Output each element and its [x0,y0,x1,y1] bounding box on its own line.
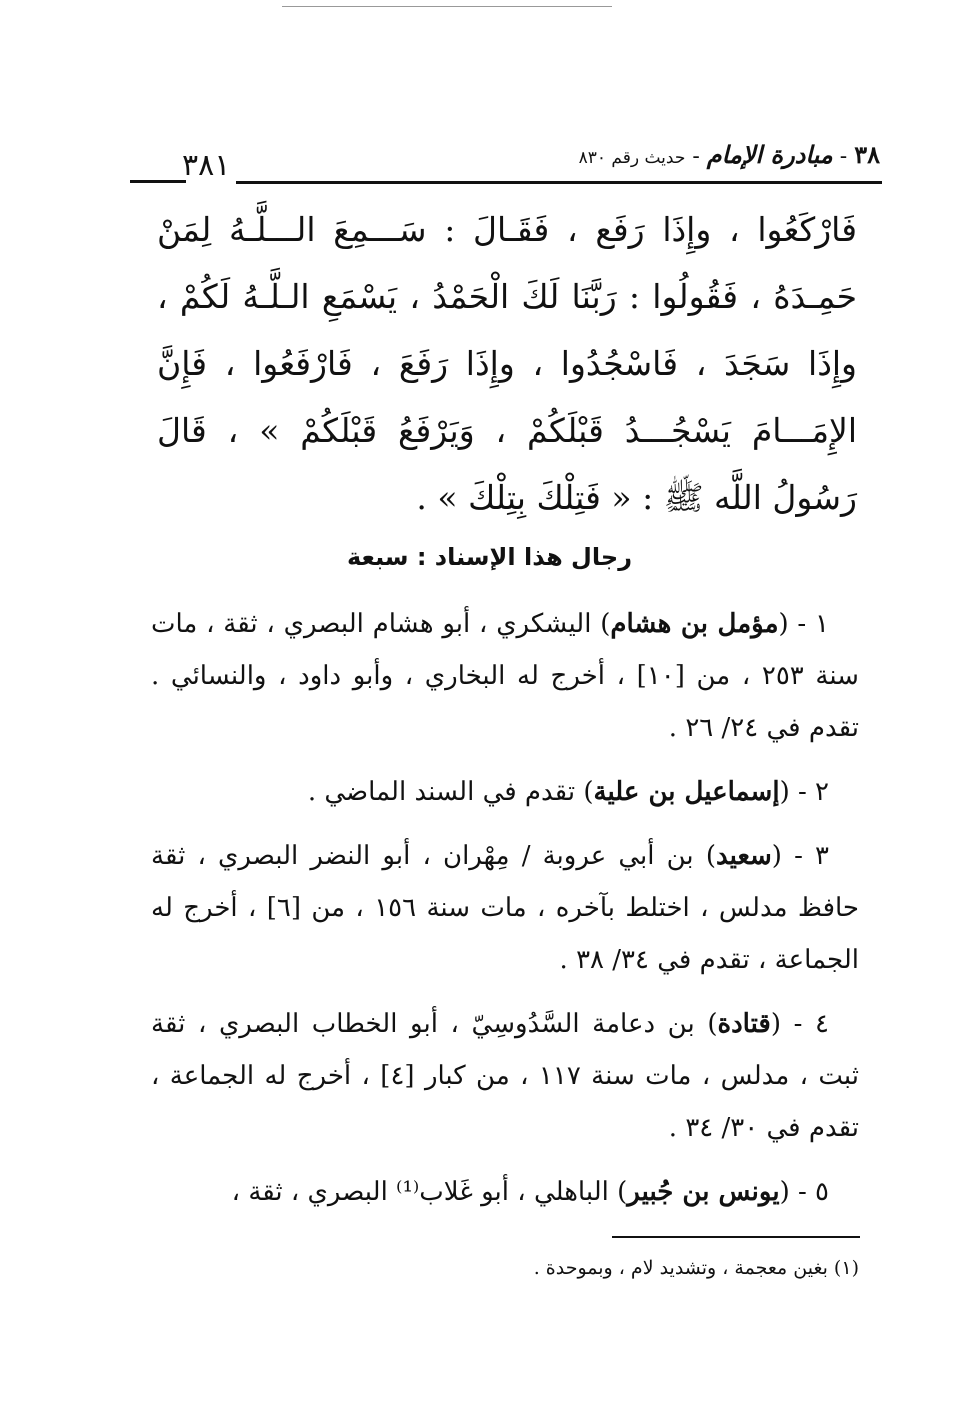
narrator-bracket: ) [705,841,716,871]
narrator-entry [151,766,859,818]
narrator-bracket: ) [707,1009,718,1039]
title-separator-2: - [692,144,700,169]
chapter-title: مبادرة الإمام [706,140,833,169]
page-number-underline [130,180,186,183]
narrator-bracket: ) [617,1177,628,1207]
narrator-details: الباهلي ، أبو غَلاب⁽¹⁾ البصري ، ثقة ، [231,1177,618,1207]
narrator-number: ١ - ( [778,609,829,639]
top-edge-rule [282,6,612,7]
footnote-rule [612,1236,860,1238]
chapter-number: ٣٨ [854,140,880,169]
narrator-number: ٥ - ( [779,1177,829,1207]
footnote: (١) بغين معجمة ، وتشديد لام ، وبموحدة . [533,1257,859,1279]
narrator-name: سعيد [715,841,772,871]
page-number: ٣٨١ [182,148,231,183]
header-rule [236,181,882,184]
narrator-name: إسماعيل بن علية [593,777,780,807]
hadith-reference: حديث رقم ٨٣٠ [578,148,686,168]
narrator-details: تقدم في السند الماضي . [307,777,584,807]
narrator-number: ٤ - ( [770,1009,829,1039]
narrator-entry [151,598,859,754]
narrator-details: بن أبي عروبة / مِهْران ، أبو النضر البصري ، ثقة حافظ مدلس ، اختلط بآخره ، مات سنة ١٥٦ ، من [٦] ، أخرج له الجماعة ، تقدم في ٣٤/ ٣٨ . [151,841,859,975]
narrator-number: ٢ - ( [779,777,829,807]
narrator-name: مؤمل بن هشام [610,609,779,639]
narrator-details: بن دعامة السَّدُوسِيّ ، أبو الخطاب البصري ، ثقة ثبت ، مدلس ، مات سنة ١١٧ ، من كبار [٤] ، أخرج له الجماعة ، تقدم في ٣٠/ ٣٤ . [151,1009,860,1143]
narrator-name: قتادة [717,1009,771,1039]
narrator-entry [151,830,859,986]
narrator-list [151,598,859,1230]
narrator-number: ٣ - ( [771,841,829,871]
page-header [120,140,880,190]
narrator-entry [151,1166,859,1218]
section-heading: رجال هذا الإسناد : سبعة [346,543,633,571]
narrator-details: اليشكري ، أبو هشام البصري ، ثقة ، مات سنة ٢٥٣ ، من [١٠] ، أخرج له البخاري ، وأبو داود ، والنسائي . تقدم في ٢٤/ ٢٦ . [151,609,859,743]
narrator-bracket: ) [600,609,611,639]
narrator-name: يونس بن جُبير [627,1177,780,1207]
title-separator: - [839,144,848,169]
narrator-entry [151,998,859,1154]
narrator-bracket: ) [583,777,594,807]
hadith-text: فَارْكَعُوا ، وإِذَا رَفَع ، فَقَـالَ : سَـــمِعَ الـــلَّـهُ لِمَنْ حَمِـدَهُ ، فَقُولُوا : رَبَّنَا لَكَ الْحَمْدُ ، يَسْمَعِ الـلَّـهُ لَكُمْ ، وإِذَا سَجَدَ ، فَاسْجُدُوا ، وإِذَا رَفَعَ ، فَارْفَعُوا ، فَإِنَّ الإِمَـــامَ يَسْجُـــدُ قَبْلَكُمْ ، وَيَرْفَعُ قَبْلَكُمْ » ، قَالَ رَسُولُ اللَّه ﷺ : « فَتِلْكَ بِتِلْكَ » . [157,210,857,517]
running-title [579,140,880,169]
